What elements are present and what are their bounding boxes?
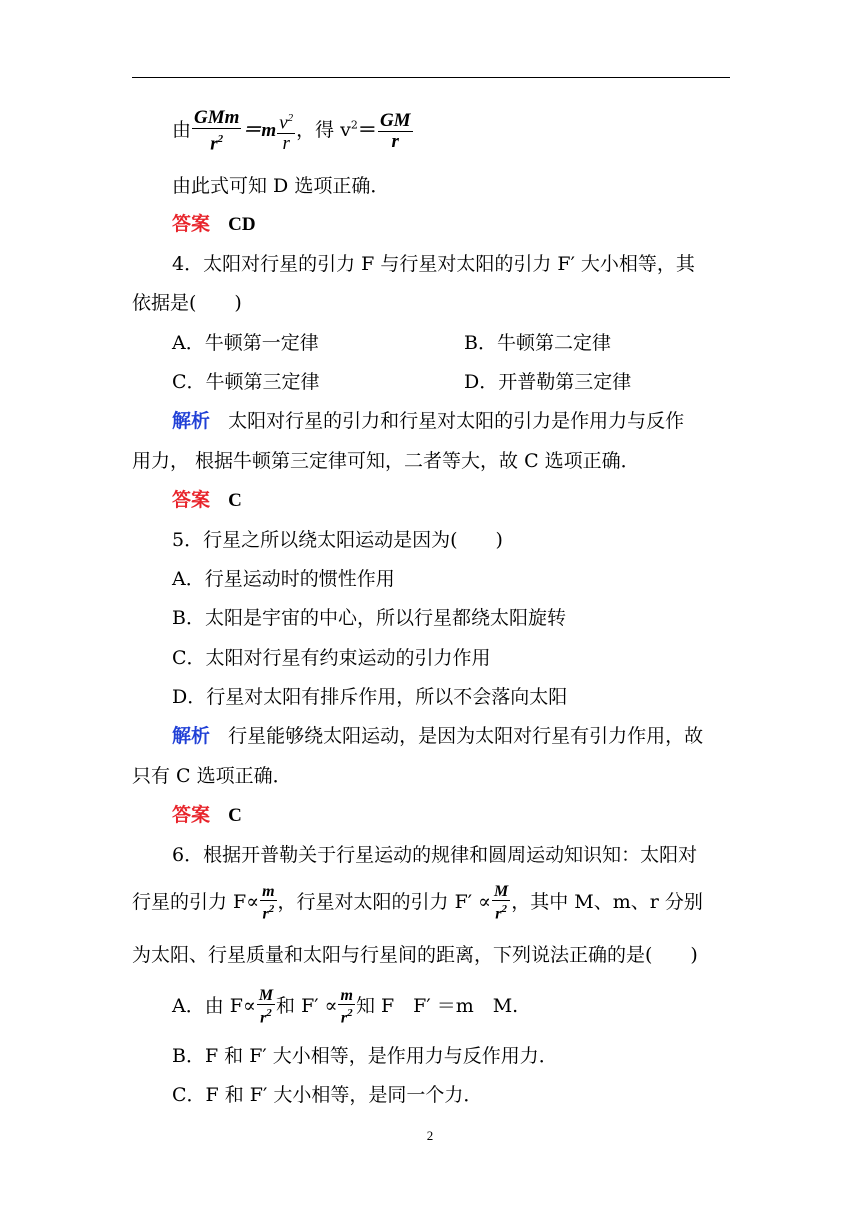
text-c: 知 F F′ ＝m M. bbox=[355, 995, 519, 1018]
fraction-M-r2 bbox=[257, 988, 275, 1026]
frac-den: r bbox=[391, 130, 399, 152]
frac-num: $v^2$ bbox=[277, 108, 295, 134]
answer-value: C bbox=[228, 805, 242, 826]
fraction-gmm-r2 bbox=[192, 108, 241, 154]
q5-analysis-line1 bbox=[172, 722, 703, 750]
frac-num: m bbox=[262, 883, 275, 900]
frac-den: $r^2$ bbox=[340, 1007, 353, 1027]
q4-option-c: C．牛顿第三定律 bbox=[172, 371, 320, 393]
answer-label: 答案 bbox=[172, 213, 211, 235]
answer-value: CD bbox=[228, 214, 256, 235]
text-you: 由 bbox=[172, 119, 192, 142]
fraction-gm-r bbox=[378, 111, 413, 152]
frac-num: m bbox=[340, 987, 353, 1004]
text-c: ，其中 M、m、r 分别 bbox=[511, 891, 703, 914]
q5-stem: 5．行星之所以绕太阳运动是因为( ) bbox=[172, 529, 503, 551]
frac-den: $r^2$ bbox=[262, 903, 275, 923]
q6-option-a bbox=[172, 988, 518, 1026]
q6-stem-line1: 6．根据开普勒关于行星运动的规律和圆周运动知识知：太阳对 bbox=[172, 844, 698, 866]
q6-option-b: B．F 和 F′ 大小相等，是作用力与反作用力． bbox=[172, 1045, 558, 1067]
q4-stem-line2: 依据是( ) bbox=[132, 292, 242, 314]
text-b: ，行星对太阳的引力 F′ ∝ bbox=[277, 891, 491, 914]
frac-num: M bbox=[493, 883, 509, 900]
q5-option-a: A．行星运动时的惯性作用 bbox=[172, 568, 395, 590]
answer-label: 答案 bbox=[172, 489, 211, 511]
q4-option-d: D．开普勒第三定律 bbox=[464, 371, 632, 393]
text-de: ，得 $v^2$ bbox=[296, 118, 358, 142]
analysis-label: 解析 bbox=[172, 725, 211, 747]
analysis-label: 解析 bbox=[172, 410, 211, 432]
answer-value: C bbox=[228, 490, 242, 511]
q5-analysis-line2: 只有 C 选项正确． bbox=[132, 765, 292, 787]
answer-4 bbox=[172, 486, 242, 515]
q4-option-a: A．牛顿第一定律 bbox=[172, 332, 319, 354]
fraction-v2-r bbox=[277, 108, 295, 154]
eq-m: ＝m bbox=[242, 120, 277, 142]
fraction-M-r2 bbox=[492, 884, 510, 922]
text-a: A．由 F∝ bbox=[172, 995, 256, 1018]
analysis-text: 行星能够绕太阳运动，是因为太阳对行星有引力作用，故 bbox=[228, 725, 704, 747]
frac-den: $r^2$ bbox=[495, 903, 507, 923]
q6-option-c: C．F 和 F′ 大小相等，是同一个力． bbox=[172, 1084, 483, 1106]
q6-stem-line2 bbox=[132, 884, 703, 922]
answer-5 bbox=[172, 801, 242, 830]
frac-den: $r^2$ bbox=[260, 1007, 272, 1027]
analysis-text: 太阳对行星的引力和行星对太阳的引力是作用力与反作 bbox=[228, 410, 685, 432]
frac-num: GMm bbox=[194, 107, 240, 128]
q4-analysis-line2: 用力， 根据牛顿第三定律可知，二者等大，故 C 选项正确． bbox=[132, 450, 640, 472]
q4-analysis-line1 bbox=[172, 407, 684, 435]
q5-option-b: B．太阳是宇宙的中心，所以行星都绕太阳旋转 bbox=[172, 607, 566, 629]
q6-stem-line3: 为太阳、行星质量和太阳与行星间的距离，下列说法正确的是( ) bbox=[132, 944, 698, 966]
q5-option-d: D．行星对太阳有排斥作用，所以不会落向太阳 bbox=[172, 686, 568, 708]
text-a: 行星的引力 F∝ bbox=[132, 891, 260, 914]
q5-option-c: C．太阳对行星有约束运动的引力作用 bbox=[172, 647, 491, 669]
frac-den: $r^2$ bbox=[210, 133, 224, 155]
frac-den: r bbox=[282, 133, 290, 155]
header-rule bbox=[132, 77, 730, 78]
answer-label: 答案 bbox=[172, 804, 211, 826]
q4-option-b: B．牛顿第二定律 bbox=[464, 332, 611, 354]
text-b: 和 F′ ∝ bbox=[276, 995, 338, 1018]
conclusion-line: 由此式可知 D 选项正确． bbox=[172, 175, 390, 197]
page-number: 2 bbox=[426, 1128, 434, 1143]
fraction-m-r2 bbox=[260, 884, 276, 922]
q4-stem-line1: 4．太阳对行星的引力 F 与行星对太阳的引力 F′ 大小相等，其 bbox=[172, 253, 695, 275]
fraction-m-r2 bbox=[338, 988, 354, 1026]
equation-line bbox=[172, 108, 414, 154]
eq-sign: ＝ bbox=[357, 120, 377, 142]
frac-num: M bbox=[258, 987, 274, 1004]
frac-num: GM bbox=[379, 109, 411, 131]
answer-3 bbox=[172, 210, 256, 239]
